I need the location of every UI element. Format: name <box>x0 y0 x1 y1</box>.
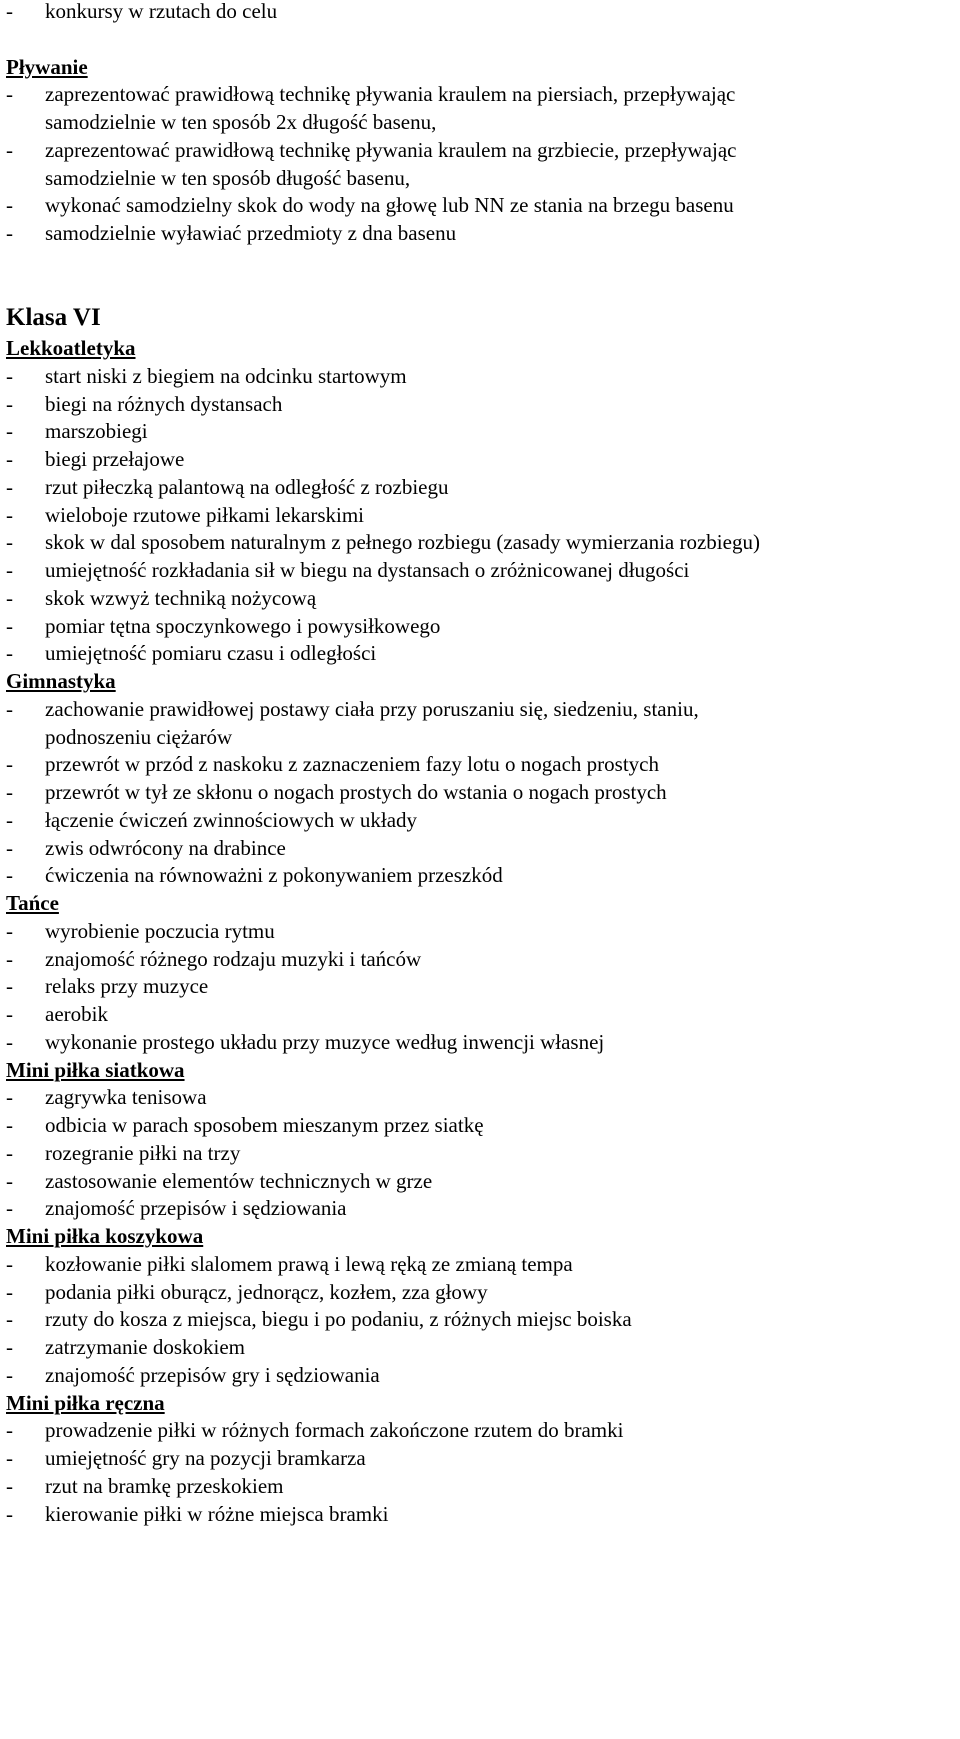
list-item-text: konkursy w rzutach do celu <box>45 0 278 23</box>
list-item-text: prowadzenie piłki w różnych formach zakończone rzutem do bramki <box>45 1418 624 1443</box>
list-item-text: przewrót w przód z naskoku z zaznaczeniem fazy lotu o nogach prostych <box>45 752 659 777</box>
list-item-text: znajomość przepisów i sędziowania <box>45 1196 347 1221</box>
list-item-text: zaprezentować prawidłową technikę pływania kraulem na piersiach, przepływając <box>45 82 736 107</box>
bullet-dash: - <box>6 696 13 721</box>
bullet-dash: - <box>6 1279 13 1304</box>
bullet-dash: - <box>6 585 13 610</box>
bullet-dash: - <box>6 1002 13 1026</box>
bullet-dash: - <box>6 558 13 582</box>
list-item-text: biegi na różnych dystansach <box>45 391 283 416</box>
bullet-dash: - <box>6 391 13 416</box>
bullet-dash: - <box>6 946 13 971</box>
list-item-text: marszobiegi <box>45 419 148 444</box>
list-item-text: kozłowanie piłki slalomem prawą i lewą ręką ze zmianą tempa <box>45 1251 573 1276</box>
bullet-dash: - <box>6 193 13 218</box>
bullet-dash: - <box>6 1168 13 1193</box>
bullet-dash: - <box>6 1251 13 1276</box>
section-heading: Pływanie <box>6 54 88 79</box>
list-item-text: przewrót w tył ze skłonu o nogach prostych do wstania o nogach prostych <box>45 780 667 804</box>
list-item-text: umiejętność rozkładania sił w biegu na dystansach o zróżnicowanej długości <box>45 558 690 582</box>
class-title: Klasa VI <box>6 304 101 332</box>
bullet-dash: - <box>6 1085 13 1110</box>
bullet-dash: - <box>6 419 13 444</box>
list-item-text: znajomość przepisów gry i sędziowania <box>45 1362 380 1387</box>
list-item-text: zastosowanie elementów technicznych w grze <box>45 1168 433 1193</box>
list-item-text: wykonać samodzielny skok do wody na głowę lub NN ze stania na brzegu basenu <box>45 193 734 218</box>
bullet-dash: - <box>6 1140 13 1165</box>
bullet-dash: - <box>6 918 13 943</box>
list-item-text: zaprezentować prawidłową technikę pływania kraulem na grzbiecie, przepływając <box>45 137 737 162</box>
list-item-text: znajomość różnego rodzaju muzyki i tańców <box>45 946 422 971</box>
bullet-dash: - <box>6 1473 13 1498</box>
bullet-dash: - <box>6 641 13 666</box>
list-item-text: podnoszeniu ciężarów <box>45 724 233 749</box>
list-item-text: rozegranie piłki na trzy <box>45 1140 241 1165</box>
bullet-dash: - <box>6 752 13 777</box>
bullet-dash: - <box>6 137 13 162</box>
list-item-text: wyrobienie poczucia rytmu <box>45 918 275 943</box>
bullet-dash: - <box>6 82 13 107</box>
list-item-text: rzuty do kosza z miejsca, biegu i po podaniu, z różnych miejsc boiska <box>45 1307 632 1332</box>
bullet-dash: - <box>6 530 13 555</box>
list-item-text: skok w dal sposobem naturalnym z pełnego rozbiegu (zasady wymierzania rozbiegu) <box>45 530 760 555</box>
section-heading: Mini piłka ręczna <box>6 1390 165 1415</box>
list-item-text: start niski z biegiem na odcinku startowym <box>45 363 407 388</box>
list-item-text: ćwiczenia na równoważni z pokonywaniem przeszkód <box>45 863 503 888</box>
section-heading: Mini piłka koszykowa <box>6 1224 204 1248</box>
bullet-dash: - <box>6 1113 13 1137</box>
list-item-text: kierowanie piłki w różne miejsca bramki <box>45 1501 389 1526</box>
bullet-dash: - <box>6 447 13 471</box>
list-item-text: zachowanie prawidłowej postawy ciała przy poruszaniu się, siedzeniu, staniu, <box>45 696 699 721</box>
list-item-text: relaks przy muzyce <box>45 974 209 999</box>
list-item-text: skok wzwyż techniką nożycową <box>45 585 317 610</box>
bullet-dash: - <box>6 807 13 832</box>
bullet-dash: - <box>6 974 13 999</box>
list-item-text: wykonanie prostego układu przy muzyce według inwencji własnej <box>45 1029 605 1054</box>
bullet-dash: - <box>6 474 13 499</box>
bullet-dash: - <box>6 1196 13 1221</box>
list-item-text: umiejętność pomiaru czasu i odległości <box>45 641 377 666</box>
section-heading: Lekkoatletyka <box>6 336 136 360</box>
bullet-dash: - <box>6 0 13 23</box>
bullet-dash: - <box>6 1362 13 1387</box>
section-heading: Gimnastyka <box>6 669 116 693</box>
bullet-dash: - <box>6 502 13 527</box>
list-item-text: rzut na bramkę przeskokiem <box>45 1473 284 1498</box>
list-item-text: zatrzymanie doskokiem <box>45 1335 246 1359</box>
section-heading: Tańce <box>6 891 59 915</box>
list-item-text: łączenie ćwiczeń zwinnościowych w układy <box>45 807 418 832</box>
list-item-text: zagrywka tenisowa <box>45 1085 207 1110</box>
list-item-text: samodzielnie w ten sposób 2x długość basenu, <box>45 110 437 134</box>
bullet-dash: - <box>6 780 13 804</box>
bullet-dash: - <box>6 1029 13 1054</box>
bullet-dash: - <box>6 1446 13 1470</box>
bullet-dash: - <box>6 1418 13 1443</box>
bullet-dash: - <box>6 363 13 388</box>
list-item-text: podania piłki oburącz, jednorącz, kozłem, zza głowy <box>45 1279 488 1304</box>
list-item-text: samodzielnie wyławiać przedmioty z dna basenu <box>45 221 457 245</box>
list-item-text: wieloboje rzutowe piłkami lekarskimi <box>45 502 364 527</box>
bullet-dash: - <box>6 1307 13 1332</box>
bullet-dash: - <box>6 613 13 638</box>
list-item-text: zwis odwrócony na drabince <box>45 835 286 860</box>
list-item-text: samodzielnie w ten sposób długość basenu, <box>45 165 411 190</box>
bullet-dash: - <box>6 835 13 860</box>
bullet-dash: - <box>6 1501 13 1526</box>
list-item-text: umiejętność gry na pozycji bramkarza <box>45 1446 366 1470</box>
list-item-text: aerobik <box>45 1002 108 1026</box>
list-item-text: biegi przełajowe <box>45 447 185 471</box>
list-item-text: rzut piłeczką palantową na odległość z rozbiegu <box>45 474 449 499</box>
bullet-dash: - <box>6 221 13 245</box>
list-item-text: odbicia w parach sposobem mieszanym przez siatkę <box>45 1113 484 1137</box>
bullet-dash: - <box>6 1335 13 1359</box>
section-heading: Mini piłka siatkowa <box>6 1057 185 1082</box>
bullet-dash: - <box>6 863 13 888</box>
list-item-text: pomiar tętna spoczynkowego i powysiłkowego <box>45 613 441 638</box>
